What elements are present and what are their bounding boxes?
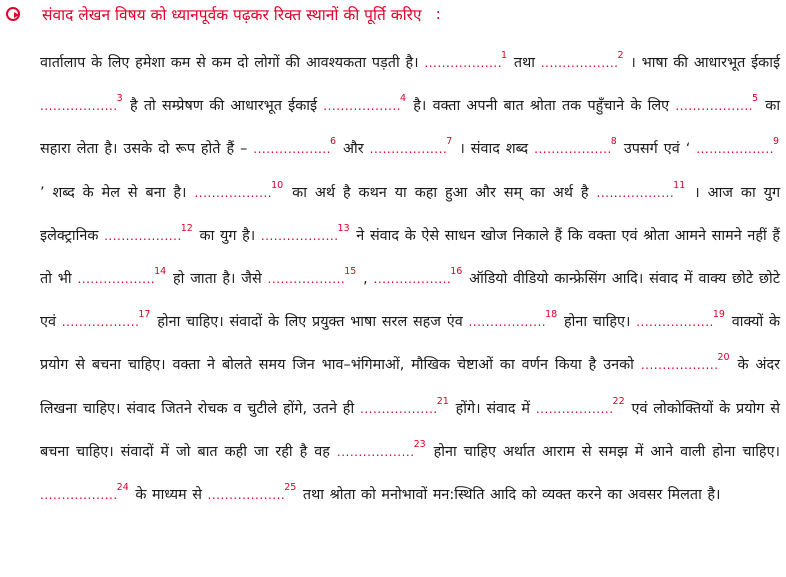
answer-blank[interactable]: .................. bbox=[104, 228, 182, 243]
blank-number: 7 bbox=[446, 136, 453, 148]
answer-blank[interactable]: .................. bbox=[540, 56, 619, 70]
blank-number: 16 bbox=[450, 266, 463, 278]
blank-number: 5 bbox=[751, 93, 759, 105]
answer-blank[interactable]: .................. bbox=[640, 358, 719, 373]
blank-number: 3 bbox=[116, 93, 123, 105]
passage-text: । आज का युग इलेक्ट्रानिक bbox=[40, 184, 781, 244]
passage-text: होंगे। संवाद में bbox=[455, 400, 530, 417]
answer-blank[interactable]: .................. bbox=[636, 315, 714, 330]
passage-text: है तो सम्प्रेषण की आधारभूत ईकाई bbox=[129, 98, 318, 115]
passage-text: तथा श्रोता को मनोभावों मन:स्थिति आदि को व्यक्त करने का अवसर मिलता है। bbox=[302, 487, 721, 504]
answer-blank[interactable]: .................. bbox=[207, 488, 286, 503]
passage-text: तथा bbox=[513, 55, 536, 71]
answer-blank[interactable]: .................. bbox=[373, 272, 452, 287]
answer-blank[interactable]: .................. bbox=[534, 142, 612, 157]
blank-number: 4 bbox=[399, 93, 407, 105]
blank-number: 17 bbox=[138, 309, 151, 321]
answer-blank[interactable]: .................. bbox=[253, 142, 331, 157]
passage-text: के माध्यम से bbox=[135, 487, 202, 504]
passage-text: । संवाद शब्द bbox=[459, 141, 529, 158]
passage-text: का युग है। bbox=[199, 227, 256, 244]
blank-number: 23 bbox=[413, 438, 426, 450]
blank-number: 14 bbox=[154, 266, 167, 278]
answer-blank[interactable]: .................. bbox=[336, 444, 415, 459]
heading-colon: : bbox=[435, 5, 441, 23]
passage-text: वार्तालाप के लिए हमेशा कम से कम दो लोगों की आवश्यकता पड़ती है। bbox=[40, 55, 419, 71]
answer-blank[interactable]: .................. bbox=[696, 142, 774, 157]
passage-text: है। वक्ता अपनी बात श्रोता तक पहुँचाने के लिए bbox=[413, 98, 670, 115]
answer-blank[interactable]: .................. bbox=[323, 99, 401, 114]
blank-number: 12 bbox=[180, 222, 193, 234]
passage-text: होना चाहिए। संवादों के लिए प्रयुक्त भाषा सरल सहज एंव bbox=[157, 314, 463, 331]
answer-blank[interactable]: .................. bbox=[77, 272, 156, 287]
passage-text: उपसर्ग एवं ‘ bbox=[623, 141, 691, 158]
exercise-heading bbox=[6, 2, 441, 26]
passage-text: ’ शब्द के मेल से बना है। bbox=[40, 184, 187, 201]
answer-blank[interactable]: .................. bbox=[675, 99, 753, 114]
blank-number: 8 bbox=[610, 136, 617, 148]
answer-blank[interactable]: .................. bbox=[369, 142, 448, 157]
passage-text: एवं लोकोक्तियों के प्रयोग से बचना चाहिए। संवादों में जो बात कही जा रही है वह bbox=[40, 400, 780, 460]
passage-text: होना चाहिए। bbox=[563, 314, 631, 331]
heading-text: संवाद लेखन विषय को ध्यानपूर्वक पढ़कर रिक्त स्थानों की पूर्ति करिए bbox=[42, 6, 422, 24]
passage-text: होना चाहिए अर्थात आराम से समझ में आने वाली होना चाहिए। bbox=[433, 443, 780, 460]
blank-number: 2 bbox=[617, 50, 624, 61]
answer-blank[interactable]: .................. bbox=[260, 228, 339, 243]
answer-blank[interactable]: .................. bbox=[40, 99, 118, 114]
blank-number: 13 bbox=[337, 222, 350, 234]
fill-in-passage bbox=[40, 38, 780, 513]
passage-text: ने संवाद के ऐसे साधन खोज निकाले हैं कि वक्ता एवं श्रोता आमने सामने नहीं हैं तो भी bbox=[40, 227, 781, 288]
passage-text: हो जाता है। जैसे bbox=[173, 271, 262, 288]
blank-number: 1 bbox=[501, 50, 508, 61]
answer-blank[interactable]: .................. bbox=[468, 315, 547, 330]
answer-blank[interactable]: .................. bbox=[535, 401, 614, 416]
arrow-circle-icon bbox=[6, 7, 20, 21]
answer-blank[interactable]: .................. bbox=[596, 185, 675, 200]
answer-blank[interactable]: .................. bbox=[360, 401, 438, 416]
blank-number: 9 bbox=[772, 136, 779, 148]
blank-number: 21 bbox=[436, 395, 449, 407]
answer-blank[interactable]: .................. bbox=[194, 185, 273, 200]
blank-number: 11 bbox=[673, 179, 686, 191]
blank-number: 20 bbox=[717, 352, 730, 364]
blank-number: 24 bbox=[116, 482, 129, 494]
passage-text: , bbox=[363, 271, 368, 288]
blank-number: 15 bbox=[344, 266, 357, 278]
blank-number: 19 bbox=[712, 309, 725, 321]
passage-text: और bbox=[343, 141, 364, 158]
passage-text: के अंदर लिखना चाहिए। संवाद जितने रोचक व चुटीले होंगे, उतने ही bbox=[40, 357, 780, 417]
blank-number: 6 bbox=[329, 136, 337, 148]
passage-text: वाक्यों के प्रयोग से बचना चाहिए। वक्ता ने बोलते समय जिन भाव–भंगिमाओं, मौखिक चेष्टाओं का वर्णन किया है उनको bbox=[40, 314, 781, 374]
answer-blank[interactable]: .................. bbox=[40, 488, 118, 503]
answer-blank[interactable]: .................. bbox=[424, 56, 503, 70]
blank-number: 22 bbox=[612, 395, 625, 407]
passage-text: का अर्थ है कथन या कहा हुआ और सम् का अर्थ है bbox=[292, 184, 589, 201]
passage-text: ऑडियो वीडियो कान्फ्रेसिंग आदि। संवाद में वाक्य छोटे छोटे एवं bbox=[40, 271, 780, 331]
blank-number: 25 bbox=[284, 482, 297, 494]
passage-text: का सहारा लेता है। उसके दो रूप होते हैं – bbox=[40, 98, 781, 158]
blank-number: 10 bbox=[271, 179, 284, 191]
passage-text: । भाषा की आधारभूत ईकाई bbox=[630, 55, 781, 71]
answer-blank[interactable]: .................. bbox=[267, 272, 346, 287]
answer-blank[interactable]: .................. bbox=[61, 315, 140, 330]
blank-number: 18 bbox=[545, 309, 558, 321]
